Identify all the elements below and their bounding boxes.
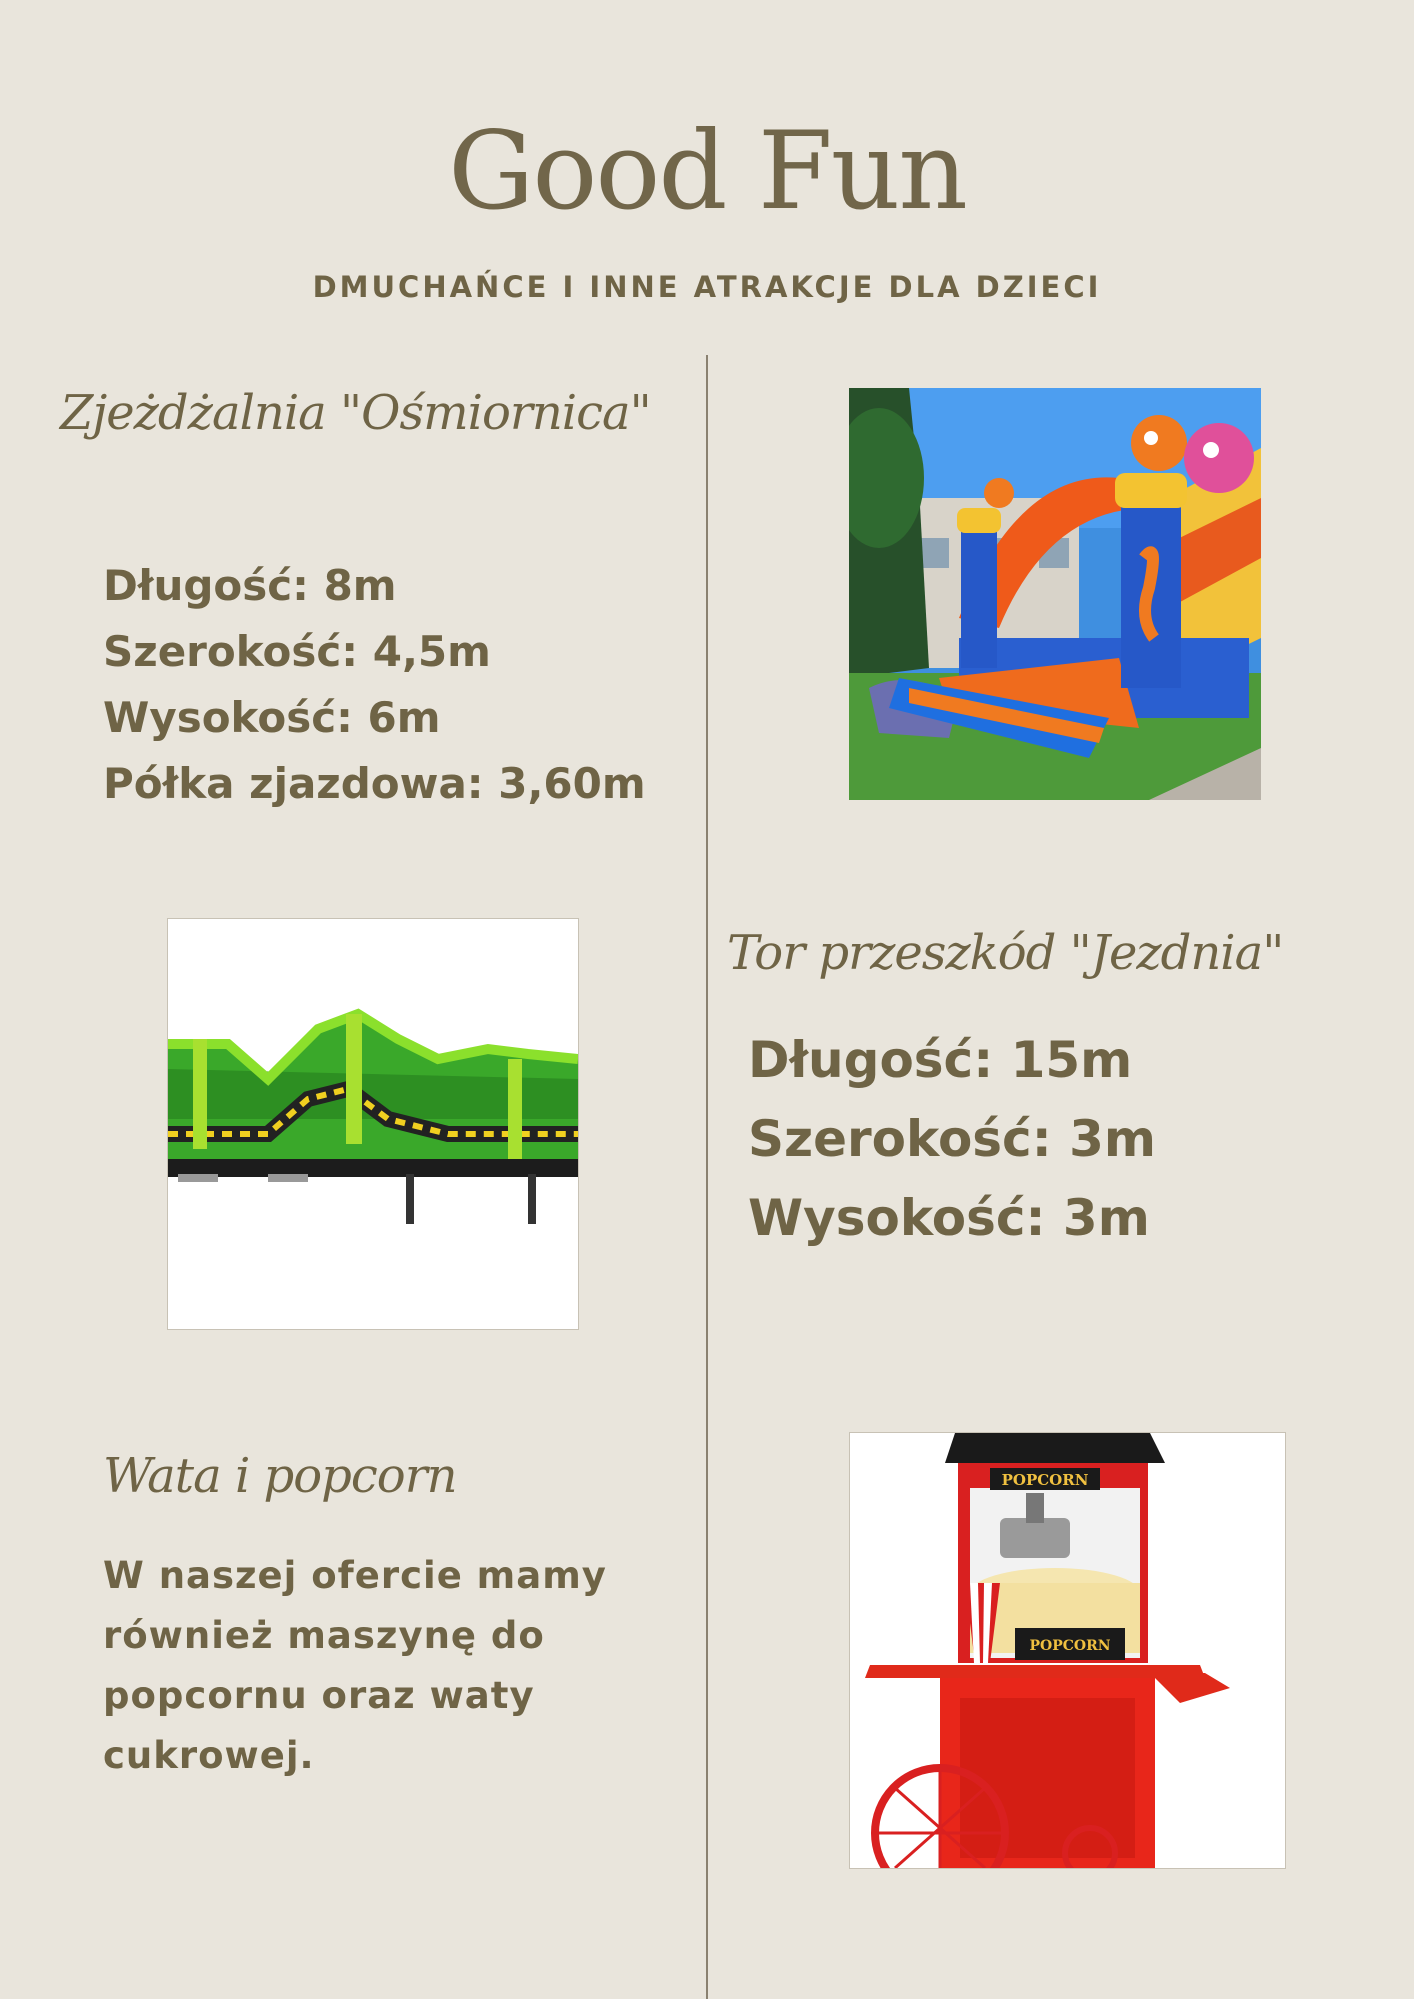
inflatable-slide-photo [849,388,1261,800]
popcorn-machine-photo [849,1432,1286,1869]
popcorn-description: W naszej ofercie mamy również maszynę do popcornu oraz waty cukrowej. [103,1554,607,1777]
obstacle-spec-height: Wysokość: 3m [748,1189,1150,1247]
popcorn-sign-top: POPCORN [1001,1471,1089,1489]
slide-spec-width: Szerokość: 4,5m [103,627,491,676]
slide-title: Zjeżdżalnia "Ośmiornica" [60,385,651,441]
slide-spec-height: Wysokość: 6m [103,693,441,742]
obstacle-course-title: Tor przeszkód "Jezdnia" [727,925,1284,981]
popcorn-sign-front: POPCORN [1029,1638,1111,1654]
obstacle-spec-length: Długość: 15m [748,1031,1133,1089]
slide-spec-platform: Półka zjazdowa: 3,60m [103,759,646,808]
slide-spec-length: Długość: 8m [103,561,397,610]
column-divider [706,355,708,1999]
obstacle-course-photo [167,918,579,1330]
page-subtitle: DMUCHAŃCE I INNE ATRAKCJE DLA DZIECI [312,270,1102,304]
popcorn-section-title: Wata i popcorn [103,1448,457,1504]
obstacle-spec-width: Szerokość: 3m [748,1110,1156,1168]
page-title: Good Fun [448,109,966,234]
